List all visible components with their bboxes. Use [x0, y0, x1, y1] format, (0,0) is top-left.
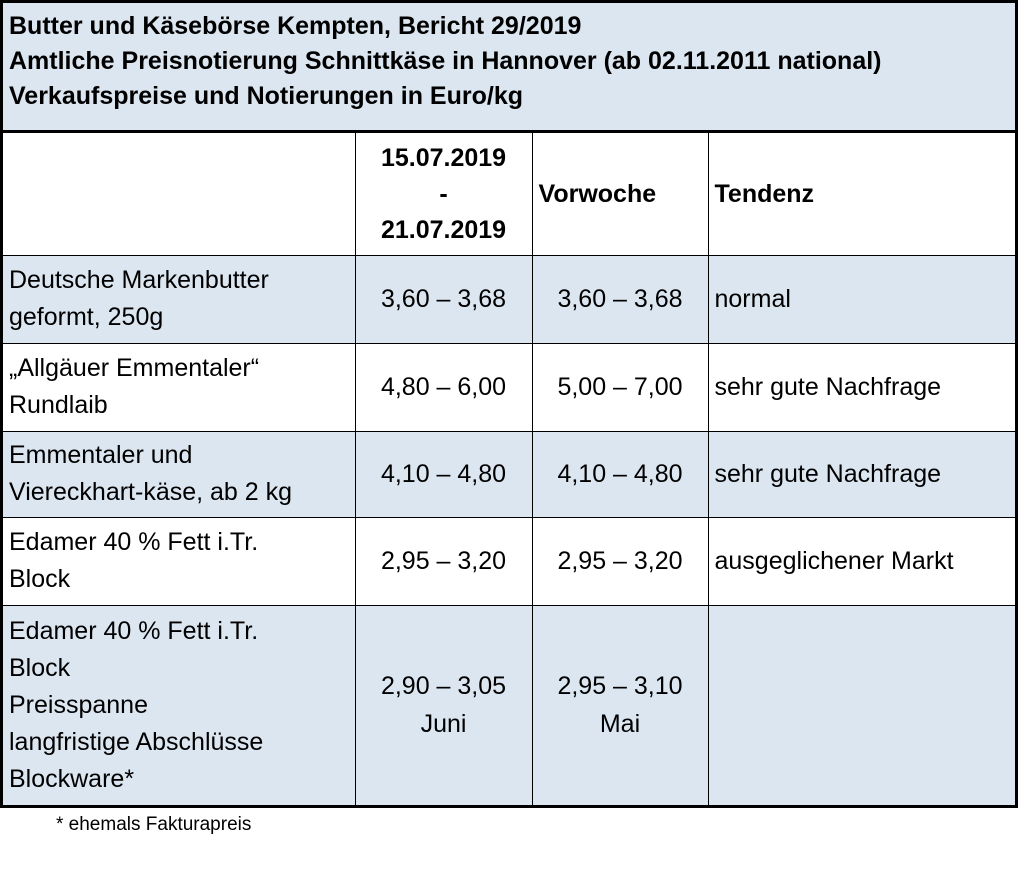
product-detail: langfristige Abschlüsse [9, 727, 264, 756]
table-header-row [3, 133, 1015, 255]
current-price: 4,10 – 4,80 [355, 431, 532, 517]
previous-price: 2,95 – 3,10 [557, 672, 683, 701]
current-price-month: Juni [420, 710, 467, 739]
previous-price-month: Mai [599, 710, 641, 739]
previous-price: 4,10 – 4,80 [532, 431, 708, 517]
product-cell [3, 517, 355, 605]
trend-cell [708, 605, 1015, 805]
table-row [3, 517, 1015, 605]
trend-cell: sehr gute Nachfrage [708, 343, 1015, 431]
current-price: 4,80 – 6,00 [355, 343, 532, 431]
product-detail: Viereckhart-käse, ab 2 kg [9, 478, 293, 506]
product-detail: geformt, 250g [9, 303, 164, 331]
previous-price: 2,95 – 3,20 [532, 517, 708, 605]
previous-price: 5,00 – 7,00 [532, 343, 708, 431]
current-period-from: 15.07.2019 [380, 143, 507, 172]
previous-price-cell [532, 605, 708, 805]
product-name: „Allgäuer Emmentaler“ [9, 354, 260, 382]
footnote: * ehemals Fakturapreis [56, 814, 252, 835]
current-period-to: 21.07.2019 [380, 215, 507, 244]
report-subtitle: Amtliche Preisnotierung Schnittkäse in Hannover (ab 02.11.2011 national) [9, 47, 882, 75]
product-detail: Block [9, 653, 71, 682]
product-detail: Blockware* [9, 764, 135, 793]
current-price: 2,95 – 3,20 [355, 517, 532, 605]
report-title: Butter und Käsebörse Kempten, Bericht 29/2019 [9, 12, 582, 40]
table-row [3, 255, 1015, 343]
product-name: Deutsche Markenbutter [9, 266, 269, 294]
product-name: Edamer 40 % Fett i.Tr. [9, 528, 259, 556]
product-cell [3, 255, 355, 343]
trend-cell: sehr gute Nachfrage [708, 431, 1015, 517]
product-detail: Block [9, 565, 71, 593]
current-price: 2,90 – 3,05 [380, 672, 507, 701]
header-previous-week: Vorwoche [532, 133, 708, 255]
current-price-cell [355, 605, 532, 805]
current-price: 3,60 – 3,68 [355, 255, 532, 343]
product-name: Edamer 40 % Fett i.Tr. [9, 616, 259, 645]
header-trend: Tendenz [708, 133, 1015, 255]
price-table [3, 133, 1015, 805]
product-name: Emmentaler und [9, 441, 193, 469]
product-cell [3, 343, 355, 431]
table-row [3, 605, 1015, 805]
trend-cell: normal [708, 255, 1015, 343]
product-cell [3, 605, 355, 805]
current-period-separator: - [439, 179, 448, 208]
table-row [3, 343, 1015, 431]
product-cell [3, 431, 355, 517]
product-detail: Rundlaib [9, 391, 108, 419]
table-row [3, 431, 1015, 517]
report-unit-note: Verkaufspreise und Notierungen in Euro/kg [9, 82, 523, 110]
previous-price: 3,60 – 3,68 [532, 255, 708, 343]
product-detail: Preisspanne [9, 690, 148, 719]
header-cell-empty [3, 133, 355, 255]
header-current-period [355, 133, 532, 255]
report-header [3, 3, 1015, 133]
trend-cell: ausgeglichener Markt [708, 517, 1015, 605]
